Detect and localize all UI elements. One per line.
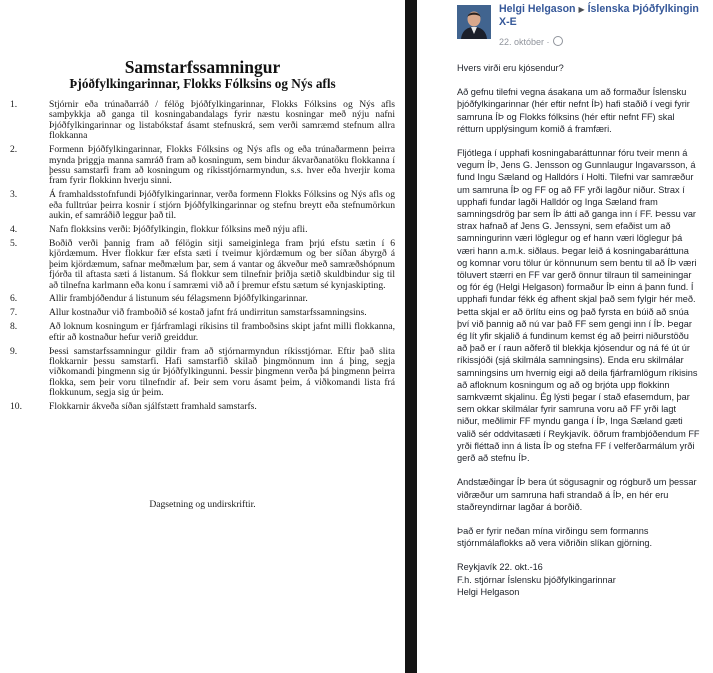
clause-number: 1. (10, 99, 18, 110)
clause (10, 190, 395, 221)
post-paragraph: Að gefnu tilefni vegna ásakana um að formaður Íslensku þjóðfylkingarinnar (hér eftir nefnt ÍÞ) hafi staðið í vegi fyrir samruna ÍÞ og Flokks fólksins (hér eftir nefnt FF) skal rétturn upplýsingum komið á framfæri. (457, 87, 690, 134)
signature-line: Dagsetning og undirskriftir. (149, 499, 256, 510)
clause-text: Á framhaldsstofnfundi Þjóðfylkingarinnar, verða formenn Flokks Fólksins og Nýs afls og eða fulltrúar þeirra kosnir í stjórn Þjóðfylkingarinnar og stefnu breytt eða stefnumörkun aukin, ef samráðið leggur það til. (49, 189, 395, 222)
clause (10, 402, 395, 412)
clause-number: 3. (10, 189, 18, 201)
clause (10, 100, 395, 142)
group-name-link[interactable]: Íslenska Þjóðfylkingin X-E (499, 3, 699, 28)
author-name-link[interactable]: Helgi Helgason (499, 3, 576, 15)
clause-number: 9. (10, 345, 18, 357)
clause-number: 10. (10, 401, 22, 413)
globe-icon (553, 36, 563, 46)
clause (10, 294, 395, 304)
clause-list (10, 100, 395, 416)
clause (10, 225, 395, 235)
clause (10, 347, 395, 399)
panel-divider (405, 0, 417, 673)
clause-text: Formenn Þjóðfylkingarinnar, Flokks Fólksins og Nýs afls og eða trúnaðarmenn þeirra mynda þriggja manna samráð fram að kosningum, sem bindur ákvarðanatöku flokkanna í þessu samstarfi fram að kosningum og ríkisstjórnarmyndun, s.s. hver eða hverjir koma fram fyrir flokkinn hverju sinni. (49, 144, 395, 187)
post-header (499, 3, 709, 29)
clause (10, 308, 395, 318)
clause-text: Allur kostnaður við framboðið sé kostað jafnt frá undirritun samstarfssamningsins. (49, 307, 367, 319)
post-paragraph: Hvers virði eru kjósendur? (457, 63, 564, 73)
clause-number: 5. (10, 237, 18, 249)
clause (10, 145, 395, 187)
signature-place-date: Reykjavík 22. okt.-16 (457, 562, 543, 573)
post-paragraph: Fljótlega í upphafi kosningabaráttunnar fóru tveir menn á vegum ÍÞ, Jens G. Jensson og Gunnlaugur Ingavarsson, á fund Ingu Sæland og Halldórs í Holti. Tilefni var samræður um samruna ÍÞ og FF og að FF yrði lagður niður. Strax í upphafi fundar lagði Halldór og Inga Sæland fram samningsdrög þar sem ÍÞ átti að ganga inn í FF. Þessu var strax hafnað af Jens G. Jenssyni, sem efaðist um að samningurinn væri löglegur og ef hann væri löglegur þá væri hann a.m.k. siðlaus. Þegar leið á kosningabaráttuna og komnar voru tölur úr könnunum sem bentu til að ÍÞ væri töluvert stærri en FF var gerð önnur tilraun til sameiningar og fór ég (Helgi Helgason) formaður ÍÞ einn á þann fund. Í upphafi fundar fékk ég afhent skjal það sem fylgir hér með. Þetta skjal er að örlítu eins og það fyrsta en búið að snúa því við þannig að nú var það FF sem gengi inn í ÍÞ. Þegar ég lít yfir skjalið á fundinum kemst ég að þeirri niðurstöðu að það er í raun aðferð til blekkja kjósendur og ná fé út úr ríkissjóði (sjá skilmála samningsins). Enda eru skilmálar samningsins um hvernig eigi að deila fjárframlögum ríkisins að afloknum kosningum og að og brjóta upp flokkinn samkvæmt skjalinu. Ég lýsti þegar í stað efasemdum, þar sem okkar skilmálar fyrir samruna voru að FF yrði lagt niður, meðlimir FF myndu ganga í ÍÞ, Inga Sæland gæti valið sér oddvitasæti í Reykjavík. öðrum frambjóðendum FF yrði fléttað inn á lista ÍÞ og stefna FF í velferðarmálum yrði gerð að stefnu ÍÞ. (457, 148, 700, 464)
document-title: Samstarfssamningur (124, 57, 281, 77)
post-body (457, 62, 700, 598)
clause-text: Allir frambjóðendur á listunum séu félagsmenn Þjóðfylkingarinnar. (49, 293, 308, 305)
facebook-post (417, 0, 713, 673)
clause-number: 8. (10, 321, 18, 333)
clause-number: 2. (10, 144, 18, 156)
avatar[interactable] (457, 5, 491, 39)
clause-number: 4. (10, 223, 18, 235)
share-arrow-icon: ▶ (578, 5, 585, 14)
clause-text: Þessi samstarfssamningur gildir fram að stjórnarmyndun ríkisstjórnar. Eftir það slita flokkarnir þessu samstarfi. Hafi samstarfið skilað þingmönnum inn á þing, segja viðkomandi þingmenn sig úr Þjóðfylkingunni. Þessir þingmenn verða þá þingmenn þeirra flokka, sem þeir voru tilnefndir af. Þeir sem voru ásamt þeim, á viðkomandi lista frá flokkunum, segja sig úr þeim. (49, 345, 395, 399)
post-paragraph: Það er fyrir neðan mína virðingu sem formanns stjórnmálaflokks að vera viðriðin slíkan gjörning. (457, 525, 653, 549)
signature-name: Helgi Helgason (457, 586, 520, 597)
clause-number: 7. (10, 307, 18, 319)
clause (10, 322, 395, 343)
clause-text: Að loknum kosningum er fjárframlagi ríkisins til framboðsins skipt jafnt milli flokkanna, eftir að kostnaður hefur verið greiddur. (49, 321, 395, 343)
clause (10, 239, 395, 291)
clause-text: Boðið verði þannig fram að félögin sitji sameiginlega fram þrjú efstu sætin í 6 kjördæmum. Hver flokkur fær efsta sæti í tveimur kjördæmum og ber síðan ábyrgð á þeim kjördæmum, safnar meðmælum þar, sem á vantar og ákveður með samræðshópnum fjórða til aftasta sæti á listanum. Sá flokkur sem tilnefnir þriðja sætið skuldbindur sig til að tilnefna karlmann eða konu í samræmi við að í þremur efstu sætum sé kynjaskipting. (49, 237, 395, 291)
profile-photo-icon (457, 5, 491, 39)
clause-text: Stjórnir eða trúnaðarráð / félög Þjóðfylkingarinnar, Flokks Fólksins og Nýs afls samþykkja að ganga til kosningabandalags fyrir næstu kosningar með nýju nafni Þjóðfylkingarinnar og listabókstaf ásamt stefnuskrá, sem verði samræmd stefnum allra flokkanna (49, 99, 395, 142)
signature-role: F.h. stjórnar Íslensku þjóðfylkingarinnar (457, 574, 616, 585)
post-paragraph: Andstæðingar ÍÞ bera út sögusagnir og rógburð um þessar viðræður um samruna hafi strandað á ÍÞ, en hér eru staðreyndirnar lagðar á borðið. (457, 477, 697, 512)
document-subtitle: Þjóðfylkingarinnar, Flokks Fólksins og Nýs afls (69, 76, 336, 91)
clause-number: 6. (10, 293, 18, 305)
post-date[interactable]: 22. október · (499, 37, 550, 47)
clause-text: Flokkarnir ákveða síðan sjálfstætt framhald samstarfs. (49, 401, 257, 413)
post-timestamp[interactable] (499, 36, 563, 47)
clause-text: Nafn flokksins verði: Þjóðfylkingin, flokkur fólksins með nýju afli. (49, 223, 308, 235)
